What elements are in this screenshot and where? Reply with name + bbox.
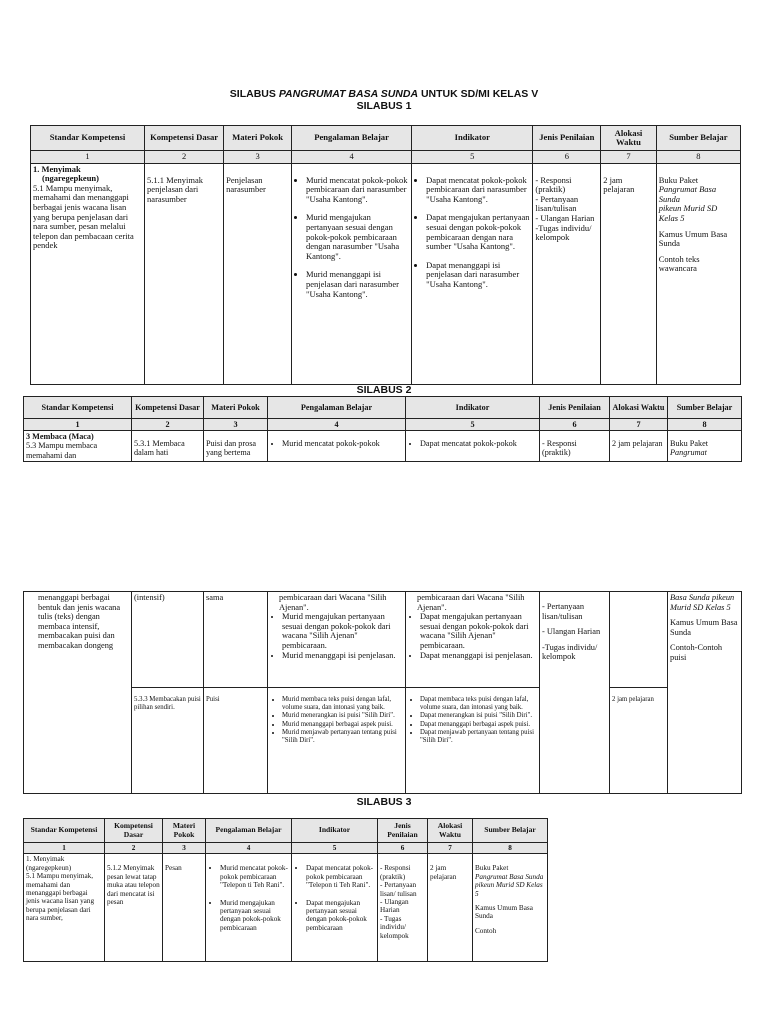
list-item: • Murid mencatat pokok-pokok bbox=[282, 439, 403, 448]
header-sumber-belajar: Sumber Belajar bbox=[473, 819, 548, 843]
cell-alokasi-waktu: 2 jam pelajaran bbox=[601, 163, 656, 384]
list-item: • Murid menanggapi berbagai aspek puisi. bbox=[282, 721, 403, 729]
cell-pengalaman-belajar bbox=[206, 854, 292, 962]
list-item: - Pertanyaan lisan/tulisan bbox=[535, 193, 579, 214]
header-jenis-penilaian: Jenis Penilaian bbox=[533, 126, 601, 151]
list-item: • Murid mengajukan pertanyaan sesuai dengan pokok-pokok pembicaraan dengan narasumber "Usaha Kantong". bbox=[306, 213, 409, 261]
header-jenis-penilaian: Jenis Penilaian bbox=[378, 819, 428, 843]
col-number: 8 bbox=[656, 151, 740, 164]
list-item: • Murid membaca teks puisi dengan lafal, volume suara, dan intonasi yang baik. bbox=[282, 696, 403, 712]
sb-line: Pangrumat Basa Sunda pikeun Murid SD Kelas 5 bbox=[475, 872, 544, 898]
cell-sumber-belajar bbox=[668, 592, 742, 794]
sb-line: Pangrumat bbox=[670, 448, 707, 458]
col-number: 6 bbox=[533, 151, 601, 164]
header-pengalaman-belajar: Pengalaman Belajar bbox=[268, 397, 406, 419]
sk-title: 1. Menyimak bbox=[33, 163, 81, 174]
cell-materi-pokok: Pesan bbox=[163, 854, 206, 962]
cell-indikator bbox=[412, 163, 533, 384]
col-number: 2 bbox=[105, 843, 163, 854]
cell-indikator bbox=[406, 431, 540, 462]
cell-indikator bbox=[292, 854, 378, 962]
silabus-3-label: SILABUS 3 bbox=[356, 796, 412, 808]
sk-title: 1. Menyimak (ngaregepkeun) bbox=[26, 855, 72, 872]
cell-kompetensi-dasar: 5.1.2 Menyimak pesan lewat tatap muka atau telepon dari mencatat isi pesan bbox=[105, 854, 163, 962]
table-row bbox=[24, 854, 548, 962]
list-item: • Dapat menanggapi berbagai aspek puisi. bbox=[420, 721, 537, 729]
document-title bbox=[0, 88, 768, 100]
col-number: 2 bbox=[145, 151, 224, 164]
header-pengalaman-belajar: Pengalaman Belajar bbox=[206, 819, 292, 843]
col-number: 4 bbox=[291, 151, 411, 164]
list-item: • Murid mengajukan pertanyaan sesuai dengan pokok-pokok pembicaraan bbox=[220, 899, 289, 933]
sk-body: 5.1 Mampu menyimak, memahami dan menanggapi berbagai jenis wacana lisan yang berupa penjelasan dari nara sumber, pesan melalui telepon dan pembacaan cerita pendek bbox=[33, 182, 134, 251]
col-number: 3 bbox=[224, 151, 292, 164]
cell-jenis-penilaian bbox=[533, 163, 601, 384]
sk-body: 5.1 Mampu menyimak, memahami dan menanggapi berbagai jenis wacana lisan yang berupa penjelasan dari nara sumber, bbox=[26, 872, 95, 923]
cell-alokasi-waktu: 2 jam pelajaran bbox=[428, 854, 473, 962]
list-item: -Tugas individu/ kelompok bbox=[542, 642, 598, 662]
col-number: 1 bbox=[24, 419, 132, 431]
cell-jenis-penilaian bbox=[378, 854, 428, 962]
col-number: 7 bbox=[601, 151, 656, 164]
header-sumber-belajar: Sumber Belajar bbox=[656, 126, 740, 151]
header-materi-pokok: Materi Pokok bbox=[224, 126, 292, 151]
silabus-2-continuation-table bbox=[23, 591, 742, 794]
col-number: 1 bbox=[31, 151, 145, 164]
table-row bbox=[24, 431, 742, 462]
cell-standar-kompetensi bbox=[31, 163, 145, 384]
list-item: • Dapat mengajukan pertanyaan sesuai dengan pokok-pokok pembicaraan bbox=[306, 899, 375, 933]
cell-alokasi-waktu: 2 jam pelajaran bbox=[610, 431, 668, 462]
header-standar-kompetensi: Standar Kompetensi bbox=[24, 397, 132, 419]
col-number: 3 bbox=[204, 419, 268, 431]
sb-line: Contoh bbox=[475, 926, 497, 935]
cell-indikator bbox=[406, 688, 540, 794]
silabus-2-table bbox=[23, 396, 742, 462]
silabus-1-label: SILABUS 1 bbox=[356, 100, 412, 112]
col-number: 2 bbox=[132, 419, 204, 431]
list-item: • Murid mencatat pokok-pokok pembicaraan dari narasumber "Usaha Kantong". bbox=[306, 176, 409, 205]
cell-standar-kompetensi bbox=[24, 431, 132, 462]
header-standar-kompetensi: Standar Kompetensi bbox=[24, 819, 105, 843]
sb-line: Contoh-Contoh puisi bbox=[670, 643, 723, 662]
silabus-3-table bbox=[23, 818, 548, 962]
list-item: - Ulangan Harian bbox=[380, 898, 409, 915]
table-header-row bbox=[24, 819, 548, 843]
cell-jenis-penilaian: - Responsi (praktik) bbox=[540, 431, 610, 462]
cell-pengalaman-belajar bbox=[268, 688, 406, 794]
header-indikator: Indikator bbox=[412, 126, 533, 151]
header-alokasi-waktu: Alokasi Waktu bbox=[428, 819, 473, 843]
list-item: - Pertanyaan lisan/ tulisan bbox=[380, 881, 417, 898]
cell-kompetensi-dasar: (intensif) bbox=[132, 592, 204, 688]
list-item: • Dapat mencatat pokok-pokok pembicaraan dari narasumber "Usaha Kantong". bbox=[426, 176, 530, 205]
col-number: 5 bbox=[406, 419, 540, 431]
list-item: • Dapat menjawab pertanyaan tentang puisi "Silih Diri". bbox=[420, 729, 537, 745]
sk-title: 3 Membaca (Maca) bbox=[26, 432, 94, 442]
list-item: • Dapat mengajukan pertanyaan sesuai dengan pokok-pokok dari wacana "Silih Ajenan" pembicaraan. bbox=[420, 612, 537, 650]
col-number: 5 bbox=[412, 151, 533, 164]
sb-line: Buku Paket bbox=[670, 439, 708, 449]
header-alokasi-waktu: Alokasi Waktu bbox=[610, 397, 668, 419]
sk-subtitle: (ngaregepkeun) bbox=[42, 173, 99, 184]
cell-alokasi-waktu bbox=[610, 592, 668, 688]
column-number-row bbox=[31, 151, 741, 164]
table-row bbox=[24, 592, 742, 688]
title-suffix: UNTUK SD/MI KELAS V bbox=[418, 88, 539, 100]
table-row bbox=[31, 163, 741, 384]
list-item: • Murid menanggapi isi penjelasan dari narasumber "Usaha Kantong". bbox=[306, 270, 409, 299]
list-item: - Ulangan Harian bbox=[535, 212, 595, 223]
sb-line: Buku Paket bbox=[658, 174, 699, 185]
list-item: - Responsi (praktik) bbox=[535, 174, 572, 195]
header-pengalaman-belajar: Pengalaman Belajar bbox=[291, 126, 411, 151]
list-item: - Ulangan Harian bbox=[542, 627, 601, 637]
silabus-2-label: SILABUS 2 bbox=[356, 384, 412, 396]
list-item: • Dapat menanggapi isi penjelasan. bbox=[420, 651, 537, 661]
col-number: 6 bbox=[540, 419, 610, 431]
header-kompetensi-dasar: Kompetensi Dasar bbox=[132, 397, 204, 419]
header-jenis-penilaian: Jenis Penilaian bbox=[540, 397, 610, 419]
col-number: 7 bbox=[610, 419, 668, 431]
cell-sumber-belajar bbox=[473, 854, 548, 962]
cell-alokasi-waktu: 2 jam pelajaran bbox=[610, 688, 668, 794]
sb-line: Basa Sunda pikeun Murid SD Kelas 5 bbox=[670, 593, 735, 612]
cell-materi-pokok: Puisi bbox=[204, 688, 268, 794]
list-item: pembicaraan dari Wacana "Silih Ajenan". bbox=[417, 593, 525, 612]
cell-materi-pokok: Puisi dan prosa yang bertema bbox=[204, 431, 268, 462]
col-number: 3 bbox=[163, 843, 206, 854]
col-number: 8 bbox=[473, 843, 548, 854]
cell-kompetensi-dasar: 5.1.1 Menyimak penjelasan dari narasumber bbox=[145, 163, 224, 384]
sb-line: Kamus Umum Basa Sunda bbox=[658, 228, 728, 249]
col-number: 1 bbox=[24, 843, 105, 854]
table-header-row bbox=[31, 126, 741, 151]
cell-materi-pokok: sama bbox=[204, 592, 268, 688]
sb-line: Buku Paket bbox=[475, 864, 509, 873]
col-number: 4 bbox=[206, 843, 292, 854]
silabus-1-table bbox=[30, 125, 741, 385]
table-header-row bbox=[24, 397, 742, 419]
list-item: • Murid menerangkan isi puisi "Silih Diri". bbox=[282, 712, 403, 720]
table-row bbox=[24, 688, 742, 794]
col-number: 4 bbox=[268, 419, 406, 431]
cell-pengalaman-belajar bbox=[268, 431, 406, 462]
col-number: 6 bbox=[378, 843, 428, 854]
cell-standar-kompetensi: menanggapi berbagai bentuk dan jenis wacana tulis (teks) dengan membaca intensif, membacakan puisi dan membacakan dongeng bbox=[24, 592, 132, 794]
list-item: - Tugas individu/ kelompok bbox=[380, 914, 409, 940]
header-standar-kompetensi: Standar Kompetensi bbox=[31, 126, 145, 151]
sb-line: Kamus Umum Basa Sunda bbox=[475, 904, 533, 921]
list-item: • Murid mengajukan pertanyaan sesuai dengan pokok-pokok dari wacana "Silih Ajenan" pembicaraan. bbox=[282, 612, 403, 650]
list-item: -Tugas individu/ kelompok bbox=[535, 222, 592, 243]
list-item: - Responsi (praktik) bbox=[380, 864, 411, 881]
list-item: • Dapat mencatat pokok-pokok pembicaraan "Telepon ti Teh Rani". bbox=[306, 864, 375, 889]
list-item: • Dapat menerangkan isi puisi "Silih Diri". bbox=[420, 712, 537, 720]
header-indikator: Indikator bbox=[292, 819, 378, 843]
cell-jenis-penilaian bbox=[540, 592, 610, 794]
list-item: • Dapat mencatat pokok-pokok bbox=[420, 439, 537, 448]
list-item: • Dapat membaca teks puisi dengan lafal, volume suara, dan intonasi yang baik. bbox=[420, 696, 537, 712]
cell-pengalaman-belajar bbox=[291, 163, 411, 384]
list-item: • Dapat menanggapi isi penjelasan dari narasumber "Usaha Kantong". bbox=[426, 261, 530, 290]
header-indikator: Indikator bbox=[406, 397, 540, 419]
header-materi-pokok: Materi Pokok bbox=[204, 397, 268, 419]
cell-sumber-belajar bbox=[656, 163, 740, 384]
list-item: - Pertanyaan lisan/tulisan bbox=[542, 602, 585, 621]
sk-body: 5.3 Mampu membaca memahami dan bbox=[26, 441, 98, 460]
column-number-row bbox=[24, 843, 548, 854]
sb-line: pikeun Murid SD Kelas 5 bbox=[658, 203, 718, 223]
column-number-row bbox=[24, 419, 742, 431]
header-sumber-belajar: Sumber Belajar bbox=[668, 397, 742, 419]
cell-materi-pokok: Penjelasan narasumber bbox=[224, 163, 292, 384]
sb-line: Pangrumat Basa Sunda bbox=[658, 184, 717, 204]
cell-indikator bbox=[406, 592, 540, 688]
sb-line: Kamus Umum Basa Sunda bbox=[670, 618, 738, 637]
list-item: pembicaraan dari Wacana "Silih Ajenan". bbox=[279, 593, 387, 612]
list-item: • Dapat mengajukan pertanyaan sesuai dengan pokok-pokok pembicaraan dengan nara sumber "Usaha Kantong". bbox=[426, 213, 530, 251]
header-alokasi-waktu: Alokasi Waktu bbox=[601, 126, 656, 151]
col-number: 7 bbox=[428, 843, 473, 854]
cell-sumber-belajar bbox=[668, 431, 742, 462]
cell-kompetensi-dasar: 5.3.3 Membacakan puisi pilihan sendiri. bbox=[132, 688, 204, 794]
header-kompetensi-dasar: Kompetensi Dasar bbox=[145, 126, 224, 151]
sb-line: Contoh teks wawancara bbox=[658, 253, 700, 274]
cell-pengalaman-belajar bbox=[268, 592, 406, 688]
header-kompetensi-dasar: Kompetensi Dasar bbox=[105, 819, 163, 843]
cell-kompetensi-dasar: 5.3.1 Membaca dalam hati bbox=[132, 431, 204, 462]
cell-standar-kompetensi bbox=[24, 854, 105, 962]
header-materi-pokok: Materi Pokok bbox=[163, 819, 206, 843]
list-item: • Murid menanggapi isi penjelasan. bbox=[282, 651, 403, 661]
col-number: 5 bbox=[292, 843, 378, 854]
list-item: • Murid menjawab pertanyaan tentang puisi "Silih Diri". bbox=[282, 729, 403, 745]
col-number: 8 bbox=[668, 419, 742, 431]
list-item: • Murid mencatat pokok-pokok pembicaraan "Telepon ti Teh Rani". bbox=[220, 864, 289, 889]
title-italic: PANGRUMAT BASA SUNDA bbox=[278, 88, 419, 100]
title-prefix: SILABUS bbox=[229, 88, 279, 100]
